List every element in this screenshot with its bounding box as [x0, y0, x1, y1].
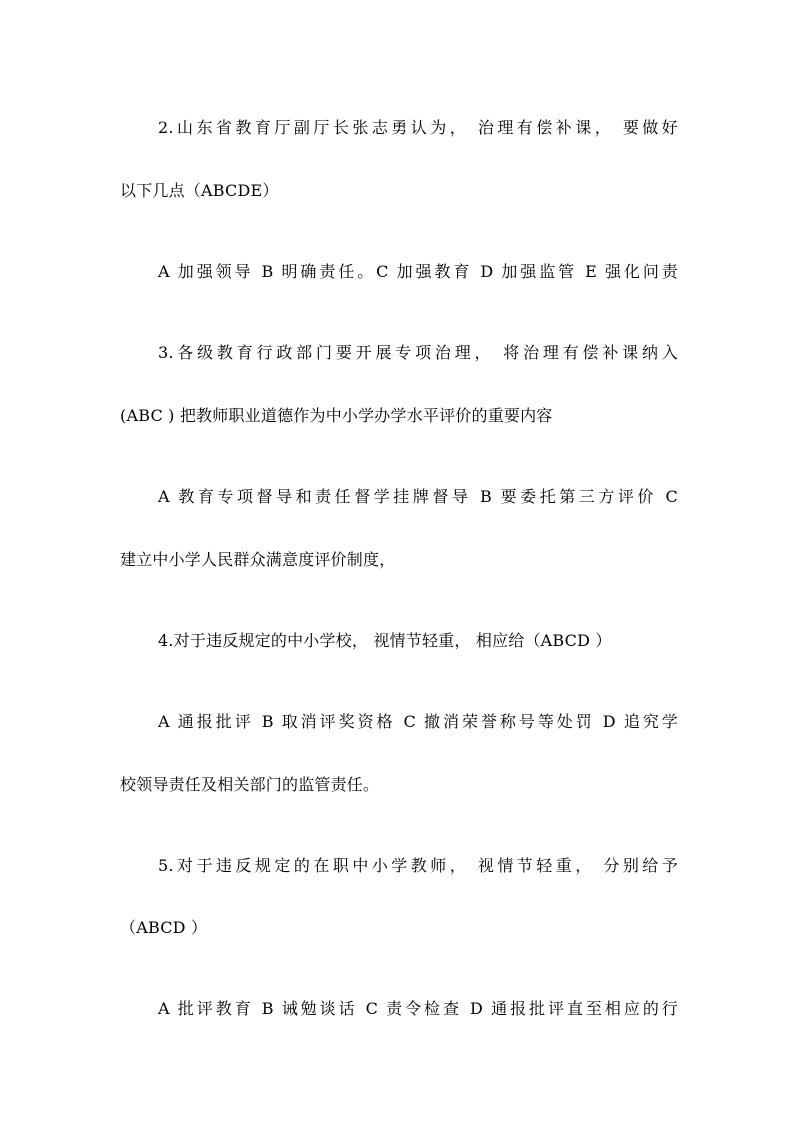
- q5-question-line-1: 5.对于违反规定的在职中小学教师， 视情节轻重， 分别给予: [158, 856, 678, 875]
- q5-options-line-1: A 批评教育 B 诫勉谈话 C 责令检查 D 通报批评直至相应的行: [158, 999, 678, 1018]
- q4-options-line-1: A 通报批评 B 取消评奖资格 C 撤消荣誉称号等处罚 D 追究学: [158, 712, 678, 731]
- q4-options-line-2: 校领导责任及相关部门的监管责任。: [120, 775, 380, 794]
- q2-options-line: A 加强领导 B 明确责任。C 加强教育 D 加强监管 E 强化问责: [158, 262, 678, 281]
- q3-options-line-1: A 教育专项督导和责任督学挂牌督导 B 要委托第三方评价 C: [158, 487, 678, 506]
- q5-question-line-2: （ABCD ）: [120, 918, 208, 937]
- q3-question-line-2: (ABC ) 把教师职业道德作为中小学办学水平评价的重要内容: [120, 406, 553, 425]
- q2-question-line-2: 以下几点（ABCDE）: [120, 181, 279, 200]
- q3-question-line-1: 3.各级教育行政部门要开展专项治理， 将治理有偿补课纳入: [158, 343, 678, 362]
- q3-options-line-2: 建立中小学人民群众满意度评价制度，: [120, 550, 396, 569]
- q2-question-line-1: 2.山东省教育厅副厅长张志勇认为， 治理有偿补课， 要做好: [158, 118, 678, 137]
- q4-question-line: 4.对于违反规定的中小学校， 视情节轻重， 相应给（ABCD ）: [158, 631, 612, 650]
